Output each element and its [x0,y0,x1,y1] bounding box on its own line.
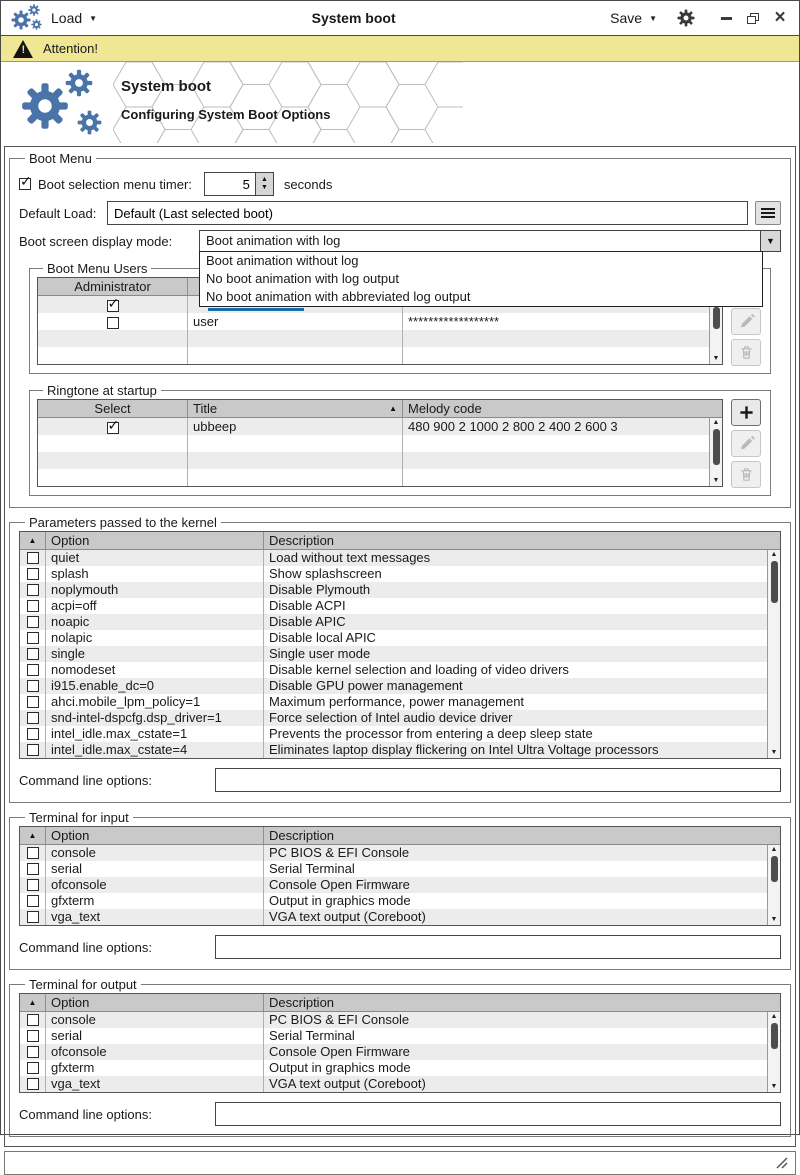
row-checkbox[interactable] [27,847,39,859]
scroll-up-icon[interactable]: ▲ [770,1013,778,1020]
menu-icon [761,206,775,220]
table-row[interactable]: console PC BIOS & EFI Console [20,845,780,861]
select-checkbox[interactable] [107,422,119,434]
admin-checkbox[interactable] [107,300,119,312]
table-row[interactable]: console PC BIOS & EFI Console [20,1012,780,1028]
row-checkbox[interactable] [27,632,39,644]
row-checkbox[interactable] [27,911,39,923]
terminal-output-cmdline-row [19,1102,781,1126]
scrollbar-thumb[interactable] [771,856,778,882]
scroll-down-icon[interactable]: ▼ [712,355,720,362]
terminal-output-scrollbar[interactable] [767,1012,780,1092]
ringtone-scrollbar[interactable] [709,418,722,486]
sort-asc-icon: ▲ [389,404,397,413]
minimize-icon [721,17,732,20]
scrollbar-thumb[interactable] [713,307,720,329]
sort-asc-icon: ▲ [28,536,37,545]
option-column-header[interactable]: Option [46,532,264,549]
table-row[interactable] [38,418,722,435]
table-row[interactable] [38,330,722,347]
scroll-up-icon[interactable]: ▲ [770,551,778,558]
row-checkbox[interactable] [27,879,39,891]
admin-column-header[interactable]: Administrator [38,278,188,295]
timer-row [19,172,781,196]
sort-column-header[interactable] [20,827,46,844]
save-menu-button[interactable] [604,8,663,28]
row-checkbox[interactable] [27,680,39,692]
terminal-input-legend: Terminal for input [29,810,129,825]
scroll-up-icon[interactable]: ▲ [770,846,778,853]
title-column-header[interactable]: Title ▲ [188,400,403,417]
content-area [4,146,796,1147]
row-checkbox[interactable] [27,600,39,612]
row-checkbox[interactable] [27,744,39,756]
row-checkbox[interactable] [27,616,39,628]
table-row[interactable]: ofconsole Console Open Firmware [20,877,780,893]
resize-grip[interactable] [774,1155,790,1170]
scrollbar-thumb[interactable] [771,1023,778,1049]
kernel-params-legend: Parameters passed to the kernel [29,515,217,530]
table-row[interactable] [38,347,722,364]
window-controls [717,9,789,27]
header-gears-logo-icon [19,67,115,139]
pencil-icon [739,436,754,451]
timer-checkbox[interactable] [19,178,31,190]
terminal-output-legend: Terminal for output [29,977,137,992]
page-subtitle: Configuring System Boot Options [121,107,331,122]
table-row[interactable]: intel_idle.max_cstate=4 Eliminates laptop display flickering on Intel Ultra Voltage processors [20,742,780,758]
terminal-output-section [9,977,791,1137]
row-checkbox[interactable] [27,712,39,724]
default-load-label: Default Load: [19,205,97,221]
app-gears-logo-icon [11,3,45,33]
plus-icon [739,405,754,420]
titlebar [1,1,799,36]
display-mode-dropdown [199,251,763,307]
attention-banner [1,36,799,62]
admin-checkbox[interactable] [107,317,119,329]
row-checkbox[interactable] [27,1078,39,1090]
table-row[interactable]: gfxterm Output in graphics mode [20,1060,780,1076]
sort-asc-icon: ▲ [28,998,37,1007]
table-row[interactable]: i915.enable_dc=0 Disable GPU power management [20,678,780,694]
boot-menu-users-legend: Boot Menu Users [47,261,148,276]
default-load-row [19,201,781,225]
timer-unit-label: seconds [283,176,333,192]
edit-user-button [731,308,761,335]
table-row[interactable] [38,452,722,469]
scroll-down-icon[interactable]: ▼ [770,1083,778,1090]
row-checkbox[interactable] [27,1062,39,1074]
table-row[interactable] [38,435,722,452]
close-button[interactable] [771,9,789,27]
terminal-output-table [19,993,781,1093]
table-row[interactable]: splash Show splashscreen [20,566,780,582]
page-title: System boot [121,78,212,95]
table-row[interactable]: serial Serial Terminal [20,1028,780,1044]
terminal-input-cmdline-label: Command line options: [19,939,152,955]
table-row[interactable]: snd-intel-dspcfg.dsp_driver=1 Force selection of Intel audio device driver [20,710,780,726]
terminal-output-cmdline-label: Command line options: [19,1106,152,1122]
default-load-input[interactable] [107,201,748,225]
table-row[interactable]: acpi=off Disable ACPI [20,598,780,614]
option-column-header[interactable]: Option [46,994,264,1011]
description-column-header[interactable]: Description [269,533,335,548]
terminal-input-table [19,826,781,926]
statusbar [4,1151,796,1175]
row-checkbox[interactable] [27,664,39,676]
dropdown-option[interactable]: No boot animation with abbreviated log output [206,289,471,304]
table-row[interactable]: gfxterm Output in graphics mode [20,893,780,909]
dropdown-arrow-icon[interactable]: ▼ [760,231,780,251]
settings-gear-icon[interactable] [677,9,695,27]
table-row[interactable]: single Single user mode [20,646,780,662]
table-row[interactable]: serial Serial Terminal [20,861,780,877]
window-title: System boot [311,10,396,26]
ringtone-buttons [731,399,763,488]
dropdown-option[interactable]: No boot animation with log output [206,271,399,286]
table-row[interactable] [38,469,722,486]
spinner-buttons[interactable] [255,173,273,195]
table-row[interactable]: vga_text VGA text output (Coreboot) [20,1076,780,1092]
melody-code-cell: 480 900 2 1000 2 800 2 400 2 600 3 [408,419,618,434]
table-row[interactable]: noapic Disable APIC [20,614,780,630]
kernel-cmdline-input[interactable] [215,768,781,792]
ringtone-title-cell: ubbeep [188,418,403,435]
table-row[interactable]: ofconsole Console Open Firmware [20,1044,780,1060]
attention-text: Attention! [43,41,98,56]
default-load-menu-button[interactable] [755,201,781,225]
display-mode-combobox[interactable] [199,230,781,304]
table-row[interactable]: nomodeset Disable kernel selection and loading of video drivers [20,662,780,678]
scroll-down-icon[interactable]: ▼ [770,749,778,756]
close-icon: × [774,7,786,28]
select-column-header[interactable]: Select [38,400,188,417]
warning-icon [13,40,34,58]
scrollbar-thumb[interactable] [771,561,778,603]
load-menu-button[interactable] [45,8,103,28]
timer-label: Boot selection menu timer: [38,176,192,192]
row-checkbox[interactable] [27,1030,39,1042]
scroll-up-icon[interactable]: ▲ [712,419,720,426]
trash-icon [739,467,754,482]
user-name-cell: user [188,313,403,330]
row-checkbox[interactable] [27,895,39,907]
table-row[interactable]: intel_idle.max_cstate=1 Prevents the processor from entering a deep sleep state [20,726,780,742]
chevron-down-icon: ▼ [89,13,98,23]
page-header [1,62,799,144]
edit-ringtone-button [731,430,761,457]
add-ringtone-button[interactable] [731,399,761,426]
terminal-input-cmdline-input[interactable] [215,935,781,959]
timer-input[interactable] [205,173,255,195]
table-row[interactable]: quiet Load without text messages [20,550,780,566]
row-checkbox[interactable] [27,1046,39,1058]
timer-spinner [204,172,274,196]
spinner-up-icon[interactable]: ▲ [260,176,268,183]
display-mode-value: Boot animation with log [206,233,341,248]
kernel-cmdline-label: Command line options: [19,772,152,788]
sort-column-header[interactable] [20,532,46,549]
melody-column-header[interactable]: Melody code [408,401,482,416]
kernel-cmdline-row [19,768,781,792]
minimize-button[interactable] [717,9,735,27]
user-password-cell: ****************** [408,314,500,329]
scroll-down-icon[interactable]: ▼ [712,477,720,484]
boot-menu-section [9,151,791,508]
sort-column-header[interactable] [20,994,46,1011]
description-column-header[interactable]: Description [269,995,335,1010]
row-checkbox[interactable] [27,863,39,875]
row-checkbox[interactable] [27,552,39,564]
row-checkbox[interactable] [27,696,39,708]
load-menu-label: Load [51,10,83,26]
table-row[interactable]: ahci.mobile_lpm_policy=1 Maximum performance, power management [20,694,780,710]
row-checkbox[interactable] [27,648,39,660]
spinner-down-icon[interactable]: ▼ [260,184,268,191]
row-checkbox[interactable] [27,1014,39,1026]
option-column-header[interactable]: Option [46,827,264,844]
delete-user-button [731,339,761,366]
row-checkbox[interactable] [27,584,39,596]
table-row[interactable]: noplymouth Disable Plymouth [20,582,780,598]
dropdown-option[interactable]: Boot animation without log [206,253,359,268]
kernel-table-header [20,532,780,550]
table-row[interactable]: vga_text VGA text output (Coreboot) [20,909,780,925]
table-row[interactable]: nolapic Disable local APIC [20,630,780,646]
delete-ringtone-button [731,461,761,488]
kernel-params-table [19,531,781,759]
row-checkbox[interactable] [27,568,39,580]
terminal-input-scrollbar[interactable] [767,845,780,925]
maximize-button[interactable] [744,9,762,27]
pencil-icon [739,314,754,329]
maximize-icon [747,13,759,24]
ringtone-legend: Ringtone at startup [47,383,157,398]
terminal-input-cmdline-row [19,935,781,959]
save-menu-label: Save [610,10,643,26]
kernel-scrollbar[interactable] [767,550,780,758]
boot-menu-legend: Boot Menu [29,151,92,166]
sort-asc-icon: ▲ [28,831,37,840]
terminal-output-cmdline-input[interactable] [215,1102,781,1126]
table-row[interactable] [38,313,722,330]
ringtone-section [29,383,771,496]
trash-icon [739,345,754,360]
scrollbar-thumb[interactable] [713,429,720,465]
row-checkbox[interactable] [27,728,39,740]
terminal-input-section [9,810,791,970]
scroll-down-icon[interactable]: ▼ [770,916,778,923]
ringtone-table [37,399,723,487]
display-mode-label: Boot screen display mode: [19,233,173,249]
ringtone-table-header [38,400,722,418]
description-column-header[interactable]: Description [269,828,335,843]
chevron-down-icon: ▼ [649,13,657,23]
kernel-params-section [9,515,791,803]
